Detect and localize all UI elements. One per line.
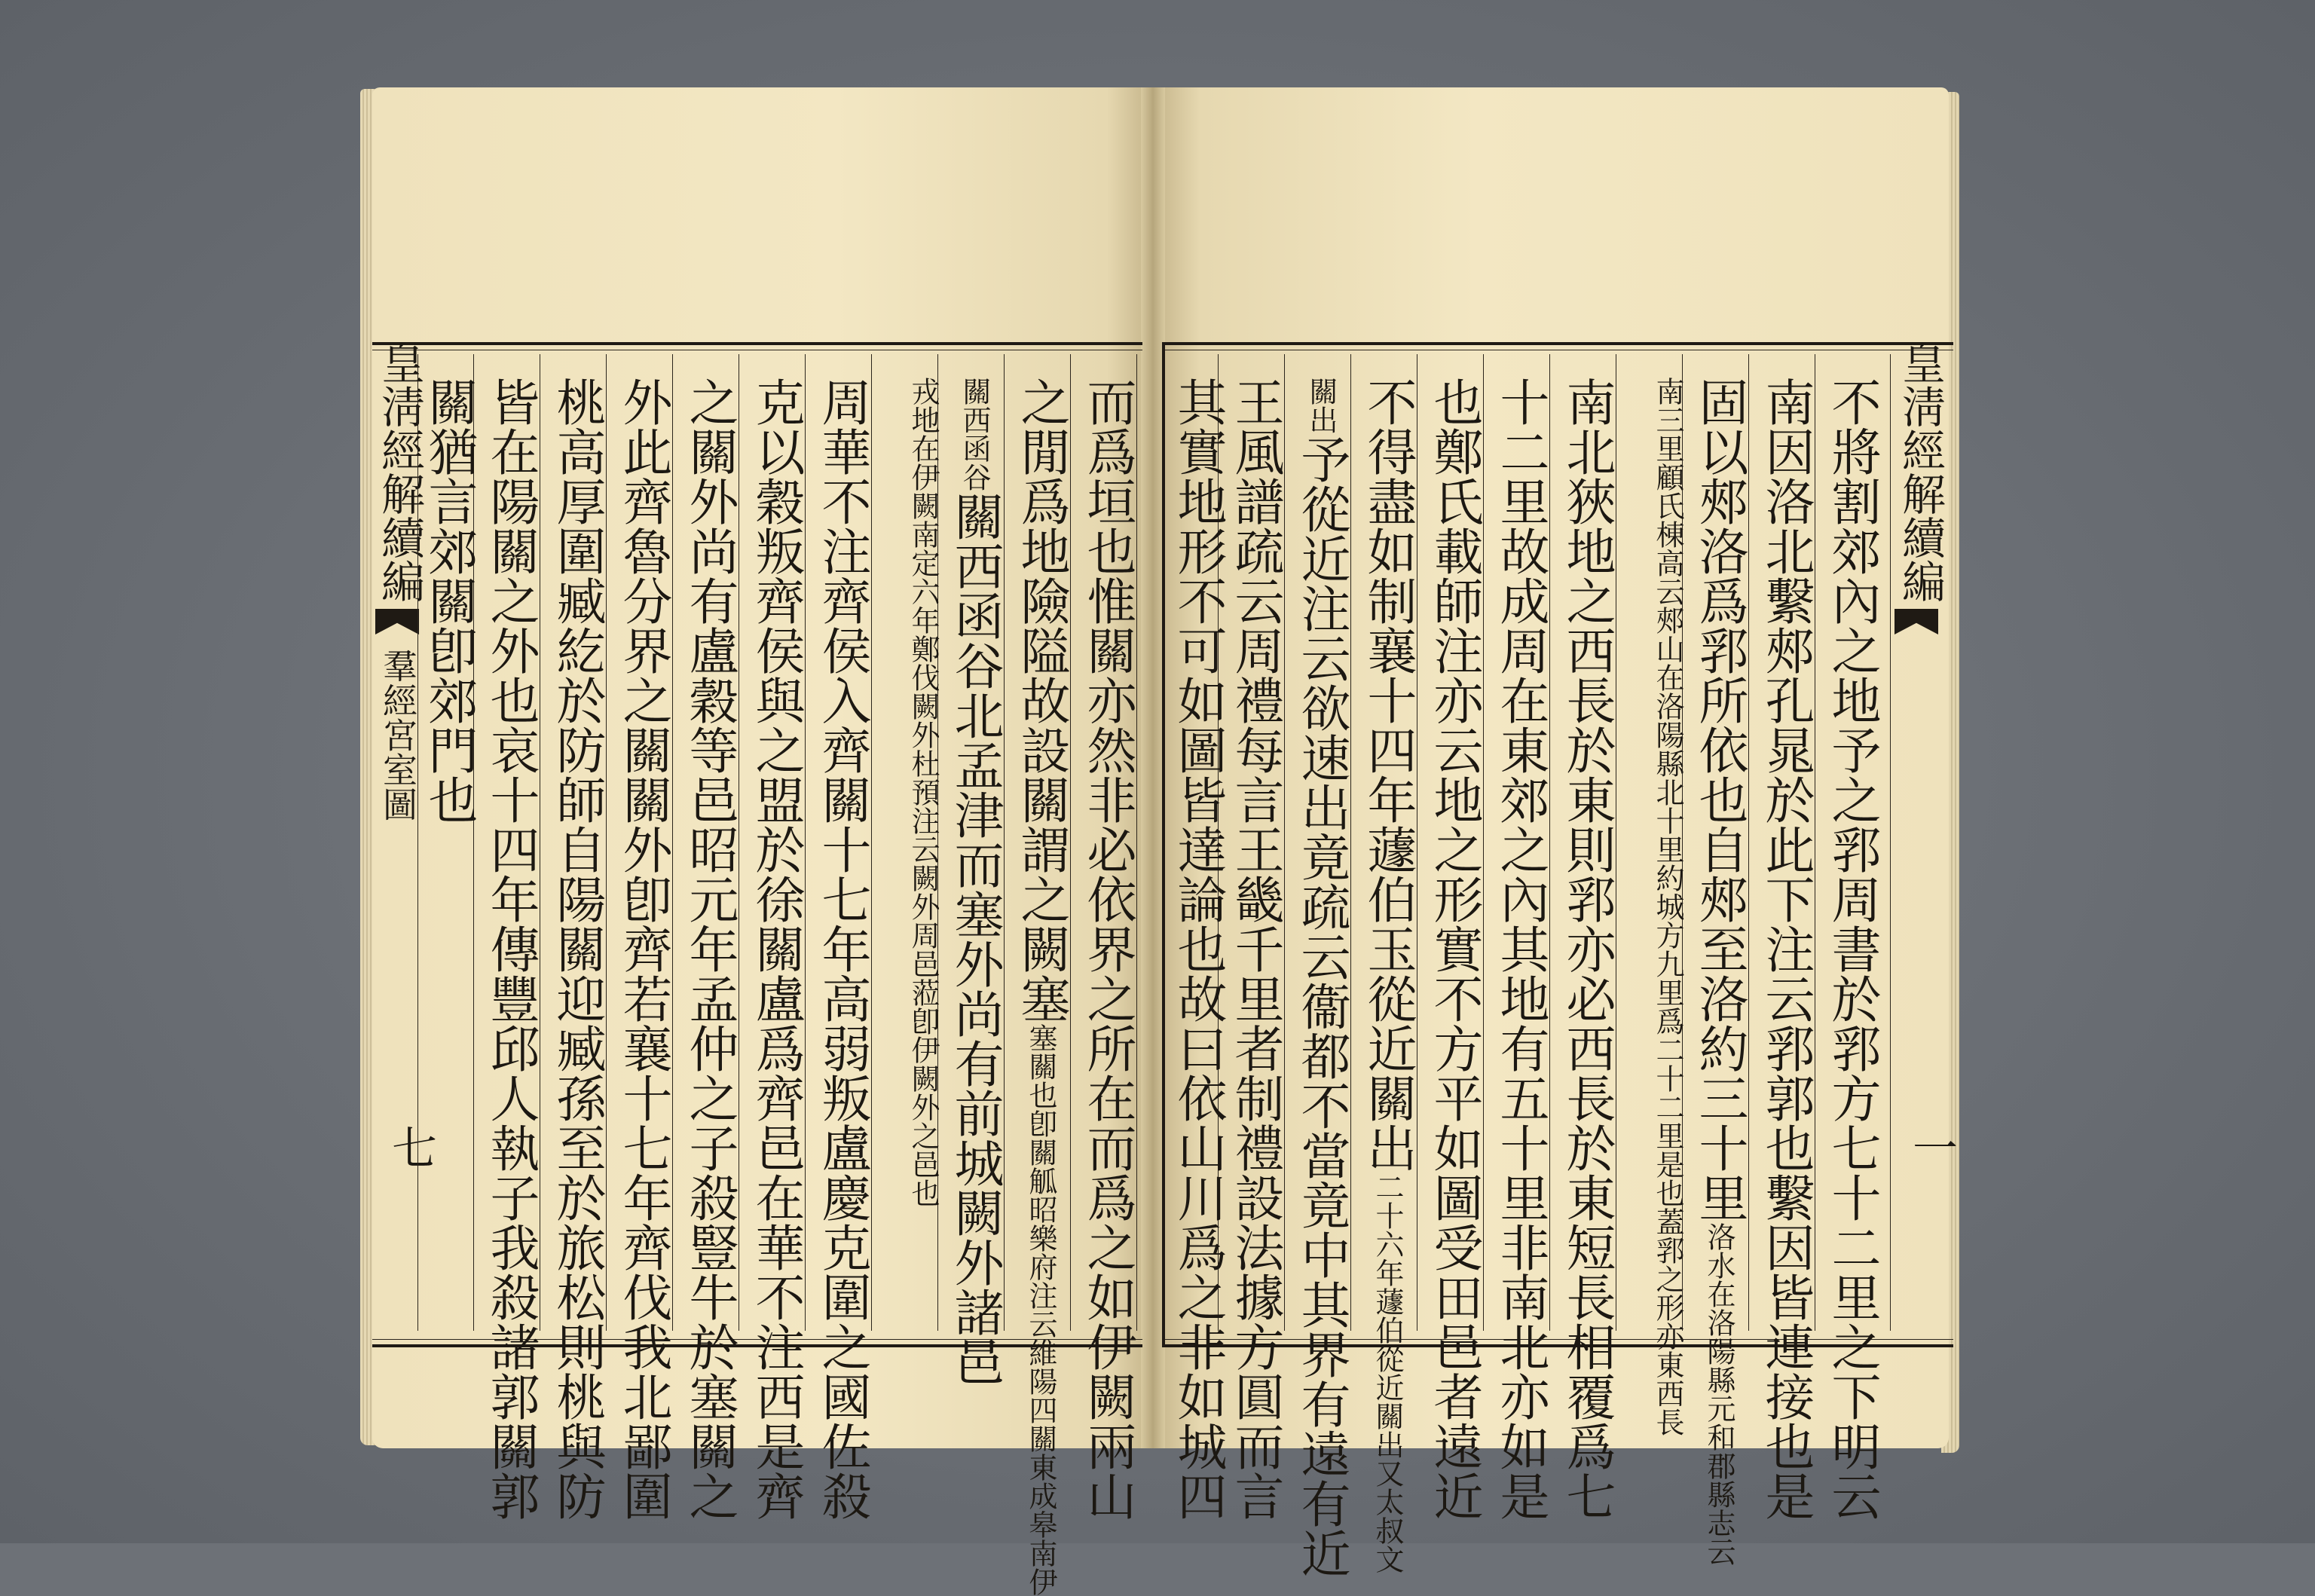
right-col-9	[1292, 377, 1350, 1578]
left-col-2	[1011, 377, 1070, 1596]
left-col-2-text: 之閒爲地險隘故設關謂之闕塞	[1012, 377, 1070, 1023]
left-col-11: 關猶言郊關卽郊門也	[420, 377, 478, 824]
right-col-3-note: 洛水在洛陽縣元和郡縣志云	[1702, 1222, 1735, 1566]
left-edge-title: 皇淸經解續編	[374, 341, 425, 603]
left-col-3	[945, 377, 1004, 1387]
left-col-3-text: 關西函谷北孟津而塞外尚有前城闕外諸邑	[946, 491, 1004, 1387]
left-col-2-note: 塞關也卽關觚昭樂府注云維陽四關東成皋南伊	[1024, 1023, 1057, 1596]
right-col-8-text: 不得盡如制襄十四年蘧伯玉從近關出	[1359, 377, 1417, 1173]
left-col-3-note-a: 關西函谷	[958, 377, 991, 491]
column-rule	[1136, 354, 1137, 1331]
column-rule	[1284, 354, 1285, 1331]
left-col-10: 皆在陽關之外也哀十四年傳豐邱人執子我殺諸郭關郭	[482, 377, 540, 1521]
right-col-5: 南北狹地之西長於東則郛亦必西長於東短長相覆爲七	[1558, 377, 1616, 1521]
right-col-8	[1358, 377, 1417, 1573]
right-edge-title: 皇淸經解續編	[1895, 341, 1946, 603]
right-col-3-text: 固以郟洛爲郛所依也自郟至洛約三十里	[1690, 377, 1748, 1222]
right-col-6: 十二里故成周在東郊之內其地有五十里非南北亦如是	[1491, 377, 1549, 1521]
right-col-1: 不將割郊內之地予之郛周書於郛方七十二里之下明云	[1823, 377, 1881, 1521]
left-col-8: 外此齊魯分界之關關外卽齊若襄十七年齊伐我北鄙圍	[614, 377, 672, 1521]
right-corner-char: 一	[1905, 1124, 1958, 1169]
right-col-9-text: 予從近注云欲速出竟疏云衞都不當竟中其界有遠有近	[1292, 434, 1350, 1578]
left-col-6: 克以穀叛齊侯與之盟於徐關盧爲齊邑在華不注西是齊	[747, 377, 805, 1521]
right-col-3	[1690, 377, 1748, 1566]
right-margin-strip	[1884, 341, 1958, 1343]
fish-tail-mark-right	[1895, 609, 1938, 634]
column-rule	[1004, 354, 1005, 1331]
column-rule	[672, 354, 673, 1331]
right-col-10: 王風譜疏云周禮每言王畿千里者制禮設法據方圓而言	[1226, 377, 1284, 1521]
right-col-9-note: 關出	[1304, 377, 1338, 434]
column-rule	[805, 354, 806, 1331]
left-edge-subtitle: 羣經宮室圖	[378, 648, 418, 821]
column-rule	[1483, 354, 1484, 1331]
column-rule	[1748, 354, 1749, 1331]
right-col-8-note: 二十六年蘧伯從近關出又太叔文	[1371, 1173, 1404, 1573]
left-col-5: 周華不注齊侯入齊關十七年高弱叛盧慶克圍之國佐殺	[813, 377, 871, 1521]
column-rule	[1350, 354, 1351, 1331]
left-margin-strip	[374, 341, 437, 1343]
right-col-4: 南三里顧氏棟高云郟山在洛陽縣北十里約城方九里爲二十二里是也蓋郛之形亦東西長	[1651, 377, 1684, 1436]
right-col-2: 南因洛北繫郟孔晁於此下注云郛郭也繫因皆連接也是	[1757, 377, 1815, 1521]
column-rule	[871, 354, 872, 1331]
column-rule	[606, 354, 607, 1331]
left-col-4: 戎地在伊闕南定六年鄭伐闕外杜預注云闕外周邑蒞卽伊闕外之邑也	[907, 377, 940, 1207]
column-rule	[1070, 354, 1071, 1331]
column-rule	[1549, 354, 1550, 1331]
right-col-7: 也鄭氏載師注亦云地之形實不方平如圖受田邑者遠近	[1425, 377, 1483, 1521]
column-rule	[417, 354, 418, 1331]
page-number: 七	[384, 1124, 437, 1169]
right-col-11: 其實地形不可如圖皆達論也故曰依山川爲之非如城四	[1169, 377, 1227, 1521]
fish-tail-mark	[375, 609, 419, 634]
left-col-7: 之關外尚有盧穀等邑昭元年孟仲之子殺豎牛於塞關之	[680, 377, 739, 1521]
left-col-1: 而爲垣也惟關亦然非必依界之所在而爲之如伊闕兩山	[1078, 377, 1136, 1521]
left-col-9: 桃高厚圍臧紇於防師自陽關迎臧孫至於旅松則桃與防	[548, 377, 606, 1521]
